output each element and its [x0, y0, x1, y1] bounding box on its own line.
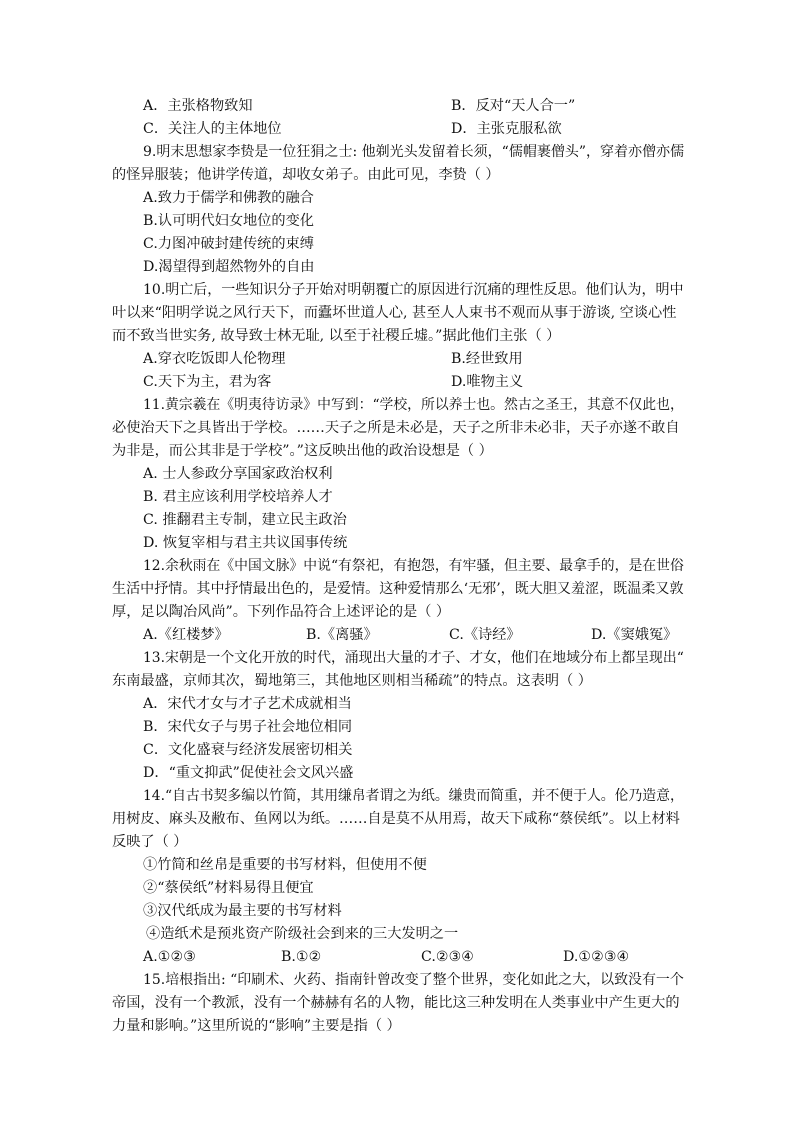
q10-option-d: D.唯物主义	[451, 374, 524, 390]
q10-stem-line-3: 而不致当世实务, 故导致士林无耻, 以至于社稷丘墟。”据此他们主张（ ）	[112, 328, 561, 344]
q12-option-a: A.《红楼梦》	[143, 627, 229, 643]
q13-option-c: C．文化盛衰与经济发展密切相关	[143, 742, 353, 758]
q12-option-d: D.《窦娥冤》	[591, 627, 678, 643]
q9-option-a: A.致力于儒学和佛教的融合	[143, 190, 314, 206]
q14-statement-3: ③汉代纸成为最主要的书写材料	[143, 903, 342, 919]
q10-option-b: B.经世致用	[451, 351, 523, 367]
q14-statement-4: ④造纸术是预兆资产阶级社会到来的三大发明之一	[146, 926, 459, 942]
q9-option-c: C.力图冲破封建传统的束缚	[143, 236, 314, 252]
q12-stem-line-1: 12.余秋雨在《中国文脉》中说“有祭祀，有抱怨，有牢骚，但主要、最拿手的，是在世俗	[143, 558, 684, 574]
q14-stem-line-3: 反映了（ ）	[112, 834, 188, 850]
q11-stem-line-3: 为非是，而公其非是于学校”。”这反映出他的政治设想是（ ）	[112, 443, 493, 459]
q14-option-b: B.①②	[281, 949, 322, 965]
q11-stem-line-2: 必使治天下之具皆出于学校。……天子之所是未必是，天子之所非未必非，天子亦遂不敢自	[112, 420, 680, 436]
q13-option-b: B．宋代女子与男子社会地位相同	[143, 719, 353, 735]
q14-option-d: D.①②③④	[563, 949, 630, 965]
q14-stem-line-1: 14.“自古书契多编以竹简，其用缣帛者谓之为纸。缣贵而简重，并不便于人。伦乃造意，	[143, 788, 684, 804]
q11-option-a: A. 士人参政分享国家政治权利	[143, 466, 333, 482]
q15-stem-line-2: 帝国，没有一个教派，没有一个赫赫有名的人物，能比这三种发明在人类事业中产生更大的	[112, 995, 680, 1011]
q8-option-b: B．反对“天人合一”	[451, 98, 576, 114]
q14-option-a: A.①②③	[143, 949, 196, 965]
q14-statement-1: ①竹简和丝帛是重要的书写材料，但使用不便	[143, 857, 427, 873]
q12-option-c: C.《诗经》	[449, 627, 521, 643]
q11-option-d: D. 恢复宰相与君主共议国事传统	[143, 535, 348, 551]
q9-option-b: B.认可明代妇女地位的变化	[143, 213, 314, 229]
q11-stem-line-1: 11.黄宗羲在《明夷待访录》中写到：“学校，所以养士也。然古之圣王，其意不仅此也，	[143, 397, 684, 413]
q14-option-c: C.②③④	[421, 949, 475, 965]
q15-stem-line-1: 15.培根指出: “印刷术、火药、指南针曾改变了整个世界，变化如此之大，以致没有一个	[143, 972, 684, 988]
q8-option-c: C．关注人的主体地位	[143, 121, 282, 137]
q13-stem-line-1: 13.宋朝是一个文化开放的时代，涌现出大量的才子、才女，他们在地域分布上都呈现出“	[143, 650, 684, 666]
q10-stem-line-2: 叶以来“阳明学说之风行天下，而蠹坏世道人心, 甚至人人束书不观而从事于游谈, 空谈心性	[112, 305, 677, 321]
q12-stem-line-2: 生活中抒情。其中抒情最出色的，是爱情。这种爱情那么‘无邪’，既大胆又羞涩，既温柔又敦	[112, 581, 684, 597]
q13-option-d: D．“重文抑武”促使社会文风兴盛	[143, 765, 354, 781]
q8-option-a: A．主张格物致知	[143, 98, 253, 114]
q9-stem-line-1: 9.明末思想家李贽是一位狂狷之士: 他剃光头发留着长须，“儒帽裹僧头”，穿着亦僧亦儒	[143, 144, 685, 160]
q12-option-b: B.《离骚》	[306, 627, 378, 643]
q8-option-d: D．主张克服私欲	[451, 121, 562, 137]
q10-option-a: A.穿衣吃饭即人伦物理	[143, 351, 286, 367]
q9-option-d: D.渴望得到超然物外的自由	[143, 259, 315, 275]
q9-stem-line-2: 的怪异服装；他讲学传道，却收女弟子。由此可见，李贽（ ）	[112, 167, 500, 183]
q14-statement-2: ②“蔡侯纸”材料易得且便宜	[143, 880, 314, 896]
q11-option-b: B. 君主应该利用学校培养人才	[143, 489, 333, 505]
q15-stem-line-3: 力量和影响。”这里所说的“影响”主要是指（ ）	[112, 1018, 401, 1034]
q12-stem-line-3: 厚，足以陶冶风尚”。下列作品符合上述评论的是（ ）	[112, 604, 451, 620]
q13-stem-line-2: 东南最盛，京师其次，蜀地第三，其他地区则相当稀疏”的特点。这表明（ ）	[112, 673, 592, 689]
q14-stem-line-2: 用树皮、麻头及敝布、鱼网以为纸。……自是莫不从用焉，故天下咸称“蔡侯纸”。以上材料	[112, 811, 680, 827]
q10-stem-line-1: 10.明亡后，一些知识分子开始对明朝覆亡的原因进行沉痛的理性反思。他们认为，明中	[143, 282, 684, 298]
q11-option-c: C. 推翻君主专制，建立民主政治	[143, 512, 347, 528]
q13-option-a: A．宋代才女与才子艺术成就相当	[143, 696, 352, 712]
q10-option-c: C.天下为主，君为客	[143, 374, 272, 390]
